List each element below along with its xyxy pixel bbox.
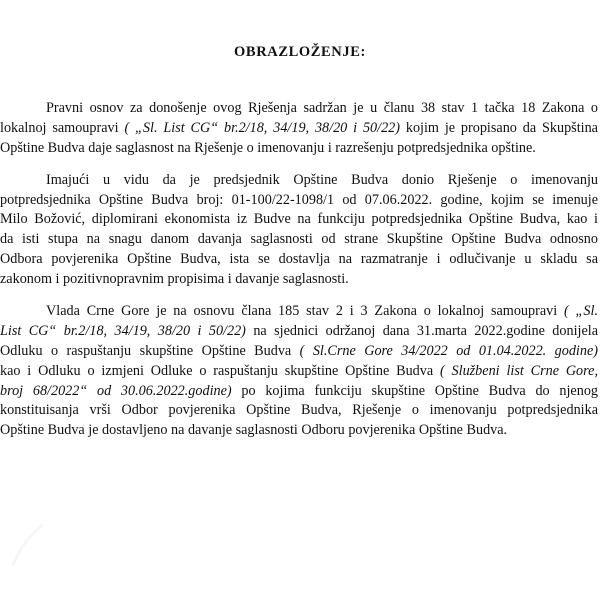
citation-text: broj 68/2022“ od 30.06.2022.godine) (0, 382, 232, 399)
scan-artifact (8, 520, 48, 570)
text-segment: zakonom i pozitivnopravnim propisima i davanje saglasnosti. (0, 271, 349, 288)
citation-text: ( Službeni list Crne Gore, (439, 362, 598, 379)
text-line (46, 99, 598, 119)
text-line (0, 401, 598, 421)
text-segment: Odluku o raspuštanju skupštine Opštine Budva (0, 342, 300, 359)
citation-text: ( „Sl. (563, 303, 598, 320)
citation-text: List CG“ br.2/18, 34/19, 38/20 i 50/22) (0, 322, 246, 339)
text-segment: da isti stupa na snagu danom davanja saglasnosti od strane Skupštine Opštine Budva odnosno (0, 231, 598, 248)
text-line (46, 171, 598, 191)
text-line (0, 342, 598, 362)
document-title: OBRAZLOŽENJE: (234, 44, 366, 60)
text-segment: potpredsjednika Opštine Budva broj: 01-100/22-1098/1 od 07.06.2022. godine, kojim se imenuje (0, 191, 598, 208)
text-line (0, 210, 598, 230)
text-segment: Opštine Budva je dostavljeno na davanje saglasnosti Odboru povjerenika Opštine Budva. (0, 422, 508, 439)
citation-text: ( Sl.Crne Gore 34/2022 od 01.04.2022. godine) (299, 342, 598, 359)
text-line (0, 119, 598, 139)
text-segment: Vlada Crne Gore je na osnovu člana 185 stav 2 i 3 Zakona o lokalnoj samoupravi (46, 303, 564, 320)
text-segment: kao i Odluku o izmjeni Odluke o raspuštanju skupštine Opštine Budva (0, 362, 440, 379)
text-line (0, 230, 598, 250)
text-line (0, 270, 598, 290)
text-segment: po kojima funkciju skupštine Opštine Budva do njenog (231, 382, 598, 399)
text-segment: Opštine Budva daje saglasnost na Rješenje o imenovanju i razrešenju potpredsjednika opštine. (0, 139, 536, 156)
text-line (0, 382, 598, 402)
text-line (46, 302, 598, 322)
text-segment: konstituisanja vrši Odbor povjerenika Opštine Budva, Rješenje o imenovanju potpredsjednika (0, 402, 598, 419)
text-segment: lokalnoj samoupravi (0, 119, 125, 136)
document-body (0, 99, 600, 453)
citation-text: ( „Sl. List CG“ br.2/18, 34/19, 38/20 i 50/22) (124, 119, 400, 136)
text-segment: Pravni osnov za donošenje ovog Rješenja sadržan je u članu 38 stav 1 tačka 18 Zakona o (46, 100, 598, 116)
paragraph (0, 171, 600, 290)
text-line (0, 322, 598, 342)
text-segment: Imajući u vidu da je predsjednik Opštine Budva donio Rješenje o imenovanju (46, 171, 598, 188)
text-line (0, 362, 598, 382)
text-segment: kojim je propisano da Skupština (399, 119, 598, 136)
paragraph (0, 302, 600, 441)
text-segment: Milo Božović, diplomirani ekonomista iz Budve na funkciju potpredsjednika Opštine Budva, kao i (0, 211, 598, 228)
text-line (0, 250, 598, 270)
text-line (0, 191, 598, 211)
text-line (0, 421, 598, 441)
text-line (0, 139, 598, 159)
text-segment: na sjednici održanoj dana 31.marta 2022.godine donijela (245, 322, 598, 339)
text-segment: Odbora povjerenika Opštine Budva, ista se dostavlja na razmatranje i odlučivanje u skladu sa (0, 251, 598, 268)
paragraph (0, 99, 600, 159)
